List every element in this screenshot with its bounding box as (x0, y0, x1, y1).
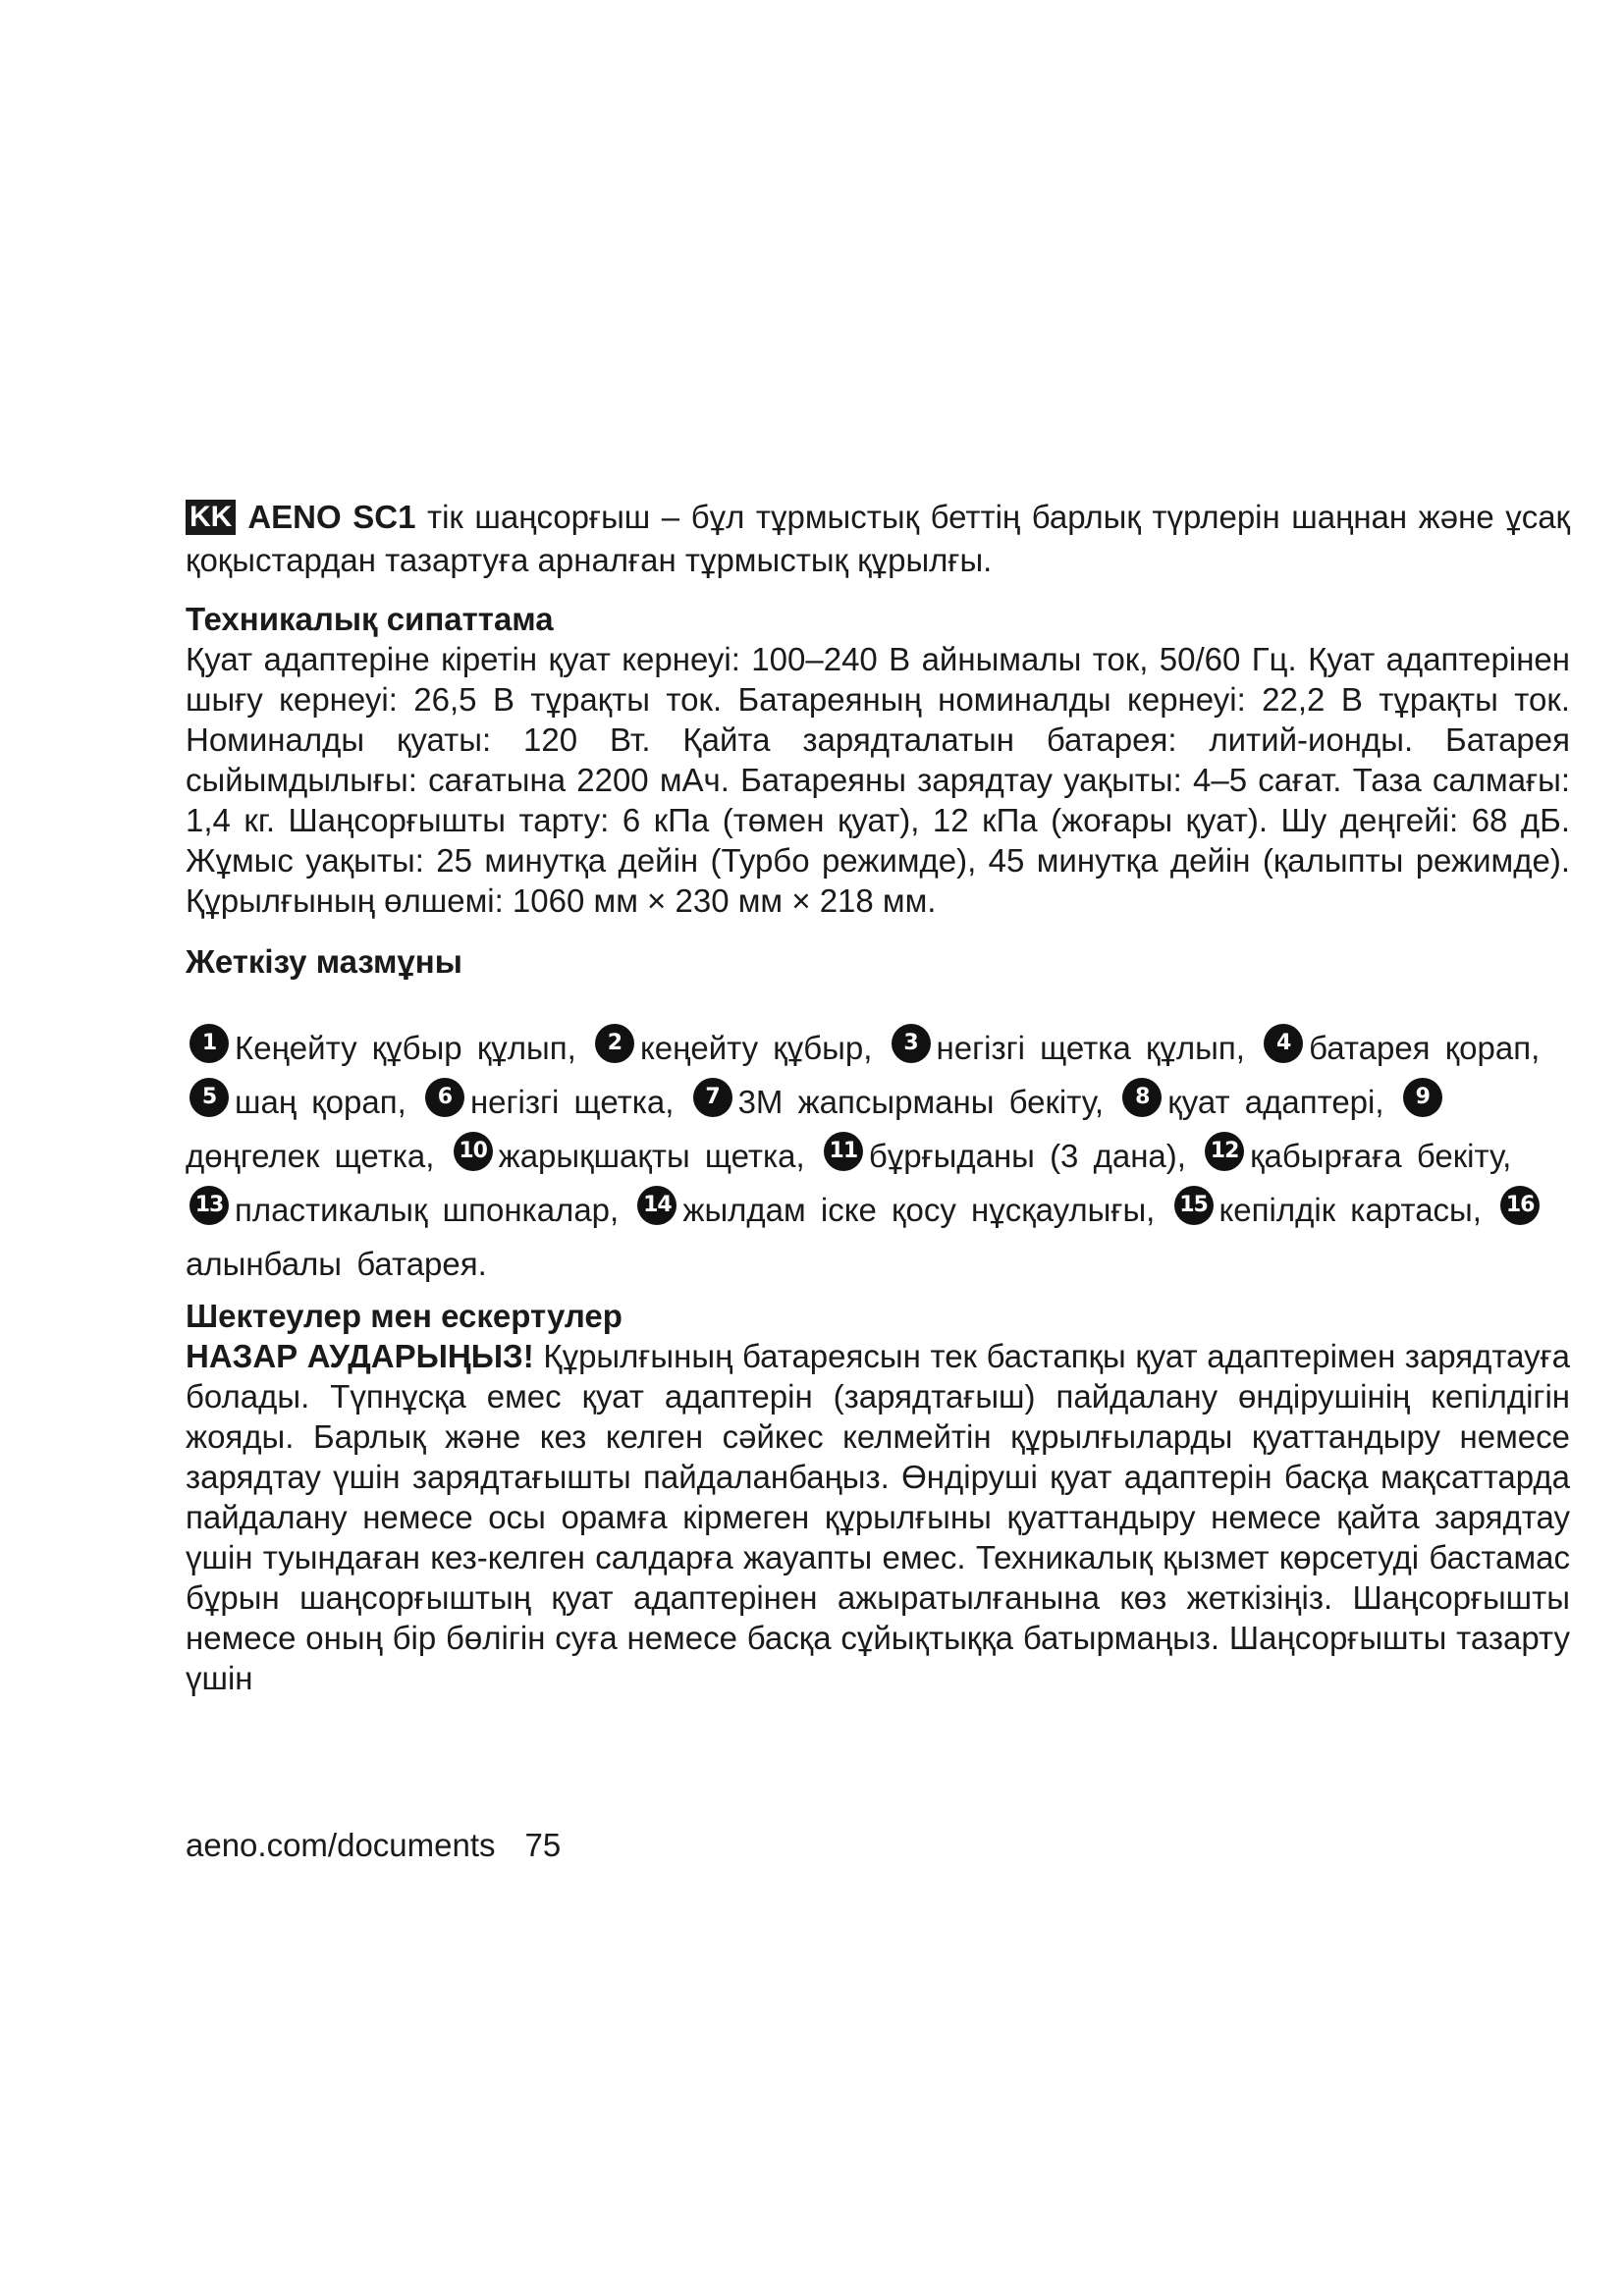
list-item: 14 жылдам іске қосу нұсқаулығы, (633, 1192, 1155, 1228)
list-item: 11 бұрғыданы (3 дана), (820, 1138, 1186, 1174)
warning-lead: НАЗАР АУДАРЫҢЫЗ! (186, 1338, 534, 1374)
list-item: 7 3M жапсырманы бекіту, (689, 1084, 1105, 1120)
number-badge-icon: 6 (425, 1078, 464, 1117)
warnings-heading: Шектеулер мен ескертулер (186, 1298, 623, 1334)
list-item: 8 қуат адаптері, (1118, 1084, 1383, 1120)
list-item: 2 кеңейту құбыр, (591, 1030, 872, 1066)
number-badge-icon: 2 (595, 1024, 634, 1063)
list-item: 4 батарея қорап, (1260, 1030, 1540, 1066)
language-badge: KK (186, 500, 236, 535)
number-badge-icon: 7 (693, 1078, 732, 1117)
number-badge-icon: 1 (189, 1024, 229, 1063)
page-footer (186, 1826, 561, 1865)
list-item: 5 шаң қорап, (186, 1084, 406, 1120)
number-badge-icon: 5 (189, 1078, 229, 1117)
contents-heading: Жеткізу мазмұны (186, 943, 462, 980)
number-badge-icon: 3 (892, 1024, 931, 1063)
list-item: 15 кепілдік картасы, (1170, 1192, 1482, 1228)
specs-text: Қуат адаптеріне кіретін қуат кернеуі: 100–240 В айнымалы ток, 50/60 Гц. Қуат адаптерінен шығу кернеуі: 26,5 В тұрақты ток. Батареяның номиналды кернеуі: 22,2 В тұрақты ток. Номиналды қуаты: 120 Вт. Қайта зарядталатын батарея: литий-ионды. Батарея сыйымдылығы: сағатына 2200 мАч. Батареяны зарядтау уақыты: 4–5 сағат. Таза салмағы: 1,4 кг. Шаңсорғышты тарту: 6 кПа (төмен қуат), 12 кПа (жоғары қуат). Шу деңгейі: 68 дБ. Жұмыс уақыты: 25 минутқа дейін (Турбо режимде), 45 минутқа дейін (қалыпты режимде). Құрылғының өлшемі: 1060 мм × 230 мм × 218 мм. (186, 641, 1570, 919)
number-badge-icon: 10 (454, 1132, 493, 1171)
list-item: 1 Кеңейту құбыр құлып, (186, 1030, 576, 1066)
intro-paragraph (186, 496, 1570, 582)
list-item: 3 негізгі щетка құлып, (888, 1030, 1245, 1066)
intro-text: тік шаңсорғыш – бұл тұрмыстық беттің барлық түрлерін шаңнан және ұсақ қоқыстардан тазартуға арналған тұрмыстық құрылғы. (186, 499, 1570, 578)
warnings-text (186, 1336, 1570, 1698)
footer-url: aeno.com/documents (186, 1827, 496, 1863)
page-number: 75 (524, 1827, 562, 1863)
list-item: 16алынбалы батарея. (186, 1192, 1545, 1282)
specs-heading: Техникалық сипаттама (186, 601, 554, 637)
number-badge-icon: 13 (189, 1186, 229, 1225)
list-item: 10 жарықшақты щетка, (450, 1138, 805, 1174)
manual-page (186, 496, 1570, 1698)
number-badge-icon: 8 (1122, 1078, 1162, 1117)
number-badge-icon: 12 (1205, 1132, 1244, 1171)
list-item: 9дөңгелек щетка, (186, 1084, 1448, 1174)
contents-list (186, 1021, 1570, 1291)
number-badge-icon: 15 (1174, 1186, 1214, 1225)
number-badge-icon: 14 (637, 1186, 677, 1225)
list-item: 6 негізгі щетка, (421, 1084, 674, 1120)
number-badge-icon: 9 (1403, 1078, 1442, 1117)
number-badge-icon: 11 (824, 1132, 863, 1171)
number-badge-icon: 4 (1264, 1024, 1303, 1063)
list-item: 12 қабырғаға бекіту, (1201, 1138, 1511, 1174)
product-name: AENO SC1 (247, 499, 416, 535)
warnings-body: Құрылғының батареясын тек бастапқы қуат адаптерімен зарядтауға болады. Түпнұсқа емес қуат адаптерін (зарядтағыш) пайдалану өндірушінің кепілдігін жояды. Барлық және кез келген сәйкес келмейтін құрылғыларды қуаттандыру немесе зарядтау үшін зарядтағышты пайдаланбаңыз. Өндіруші қуат адаптерін басқа мақсаттарда пайдалану немесе осы орамға кірмеген құрылғыны қуаттандыру немесе қайта зарядтау үшін туындаған кез-келген салдарға жауапты емес. Техникалық қызмет көрсетуді бастамас бұрын шаңсорғыштың қуат адаптерінен ажыратылғанына көз жеткізіңіз. Шаңсорғышты немесе оның бір бөлігін суға немесе басқа сұйықтыққа батырмаңыз. Шаңсорғышты тазарту үшін (186, 1338, 1571, 1696)
number-badge-icon: 16 (1500, 1186, 1540, 1225)
list-item: 13 пластикалық шпонкалар, (186, 1192, 619, 1228)
